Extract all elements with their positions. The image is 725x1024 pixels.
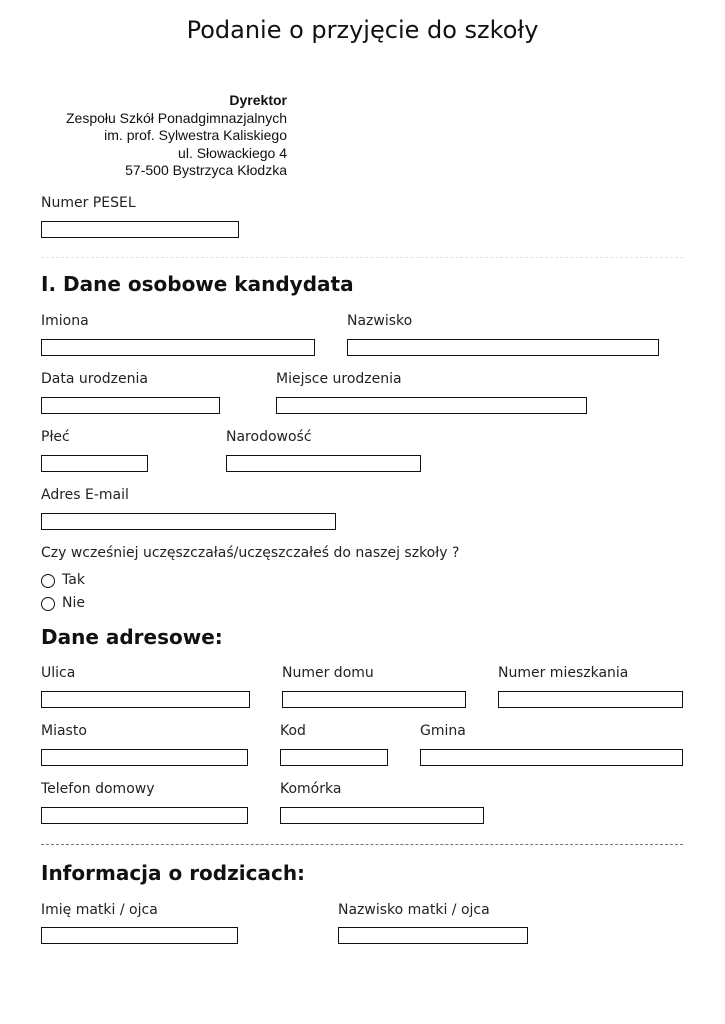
plec-field[interactable] — [41, 455, 148, 472]
kod-label: Kod — [280, 723, 306, 739]
recipient-line-4: 57-500 Bystrzyca Kłodzka — [125, 162, 287, 178]
gmina-label: Gmina — [420, 723, 466, 739]
recipient-line-3: ul. Słowackiego 4 — [178, 144, 287, 161]
ulica-label: Ulica — [41, 665, 76, 681]
section-heading-personal: I. Dane osobowe kandydata — [41, 272, 354, 296]
nazwisko-rodzica-field[interactable] — [338, 927, 528, 944]
section-heading-address: Dane adresowe: — [41, 625, 223, 649]
attendance-question: Czy wcześniej uczęszczałaś/uczęszczałeś do naszej szkoły ? — [41, 545, 460, 561]
narodowosc-label: Narodowość — [226, 429, 312, 445]
narodowosc-field[interactable] — [226, 455, 421, 472]
section-divider — [41, 257, 683, 258]
pesel-label: Numer PESEL — [41, 195, 136, 211]
radio-nie[interactable] — [41, 597, 55, 611]
recipient-role: Dyrektor — [229, 92, 287, 108]
komorka-label: Komórka — [280, 781, 342, 797]
imie-rodzica-field[interactable] — [41, 927, 238, 944]
komorka-field[interactable] — [280, 807, 484, 824]
section-divider — [41, 844, 683, 845]
gmina-field[interactable] — [420, 749, 683, 766]
numer-mieszkania-field[interactable] — [498, 691, 683, 708]
numer-mieszkania-label: Numer mieszkania — [498, 665, 629, 681]
miasto-label: Miasto — [41, 723, 87, 739]
radio-tak[interactable] — [41, 574, 55, 588]
miejsce-urodzenia-field[interactable] — [276, 397, 587, 414]
nazwisko-field[interactable] — [347, 339, 659, 356]
numer-domu-field[interactable] — [282, 691, 466, 708]
ulica-field[interactable] — [41, 691, 250, 708]
nazwisko-rodzica-label: Nazwisko matki / ojca — [338, 902, 490, 918]
data-urodzenia-label: Data urodzenia — [41, 371, 148, 387]
nazwisko-label: Nazwisko — [347, 313, 413, 329]
imie-rodzica-label: Imię matki / ojca — [41, 902, 158, 918]
recipient-address — [66, 92, 287, 180]
telefon-label: Telefon domowy — [41, 781, 155, 797]
radio-nie-label: Nie — [62, 595, 85, 611]
telefon-field[interactable] — [41, 807, 248, 824]
recipient-line-2: im. prof. Sylwestra Kaliskiego — [104, 127, 287, 143]
email-label: Adres E-mail — [41, 487, 129, 503]
recipient-line-1: Zespołu Szkół Ponadgimnazjalnych — [65, 109, 287, 126]
numer-domu-label: Numer domu — [282, 665, 374, 681]
section-heading-parents: Informacja o rodzicach: — [41, 861, 306, 885]
email-field[interactable] — [41, 513, 336, 530]
miejsce-urodzenia-label: Miejsce urodzenia — [276, 371, 402, 387]
imiona-field[interactable] — [41, 339, 315, 356]
miasto-field[interactable] — [41, 749, 248, 766]
imiona-label: Imiona — [41, 313, 89, 329]
radio-tak-label: Tak — [62, 572, 85, 588]
data-urodzenia-field[interactable] — [41, 397, 220, 414]
page-title: Podanie o przyjęcie do szkoły — [186, 16, 539, 44]
pesel-field[interactable] — [41, 221, 239, 238]
kod-field[interactable] — [280, 749, 388, 766]
plec-label: Płeć — [41, 429, 70, 445]
